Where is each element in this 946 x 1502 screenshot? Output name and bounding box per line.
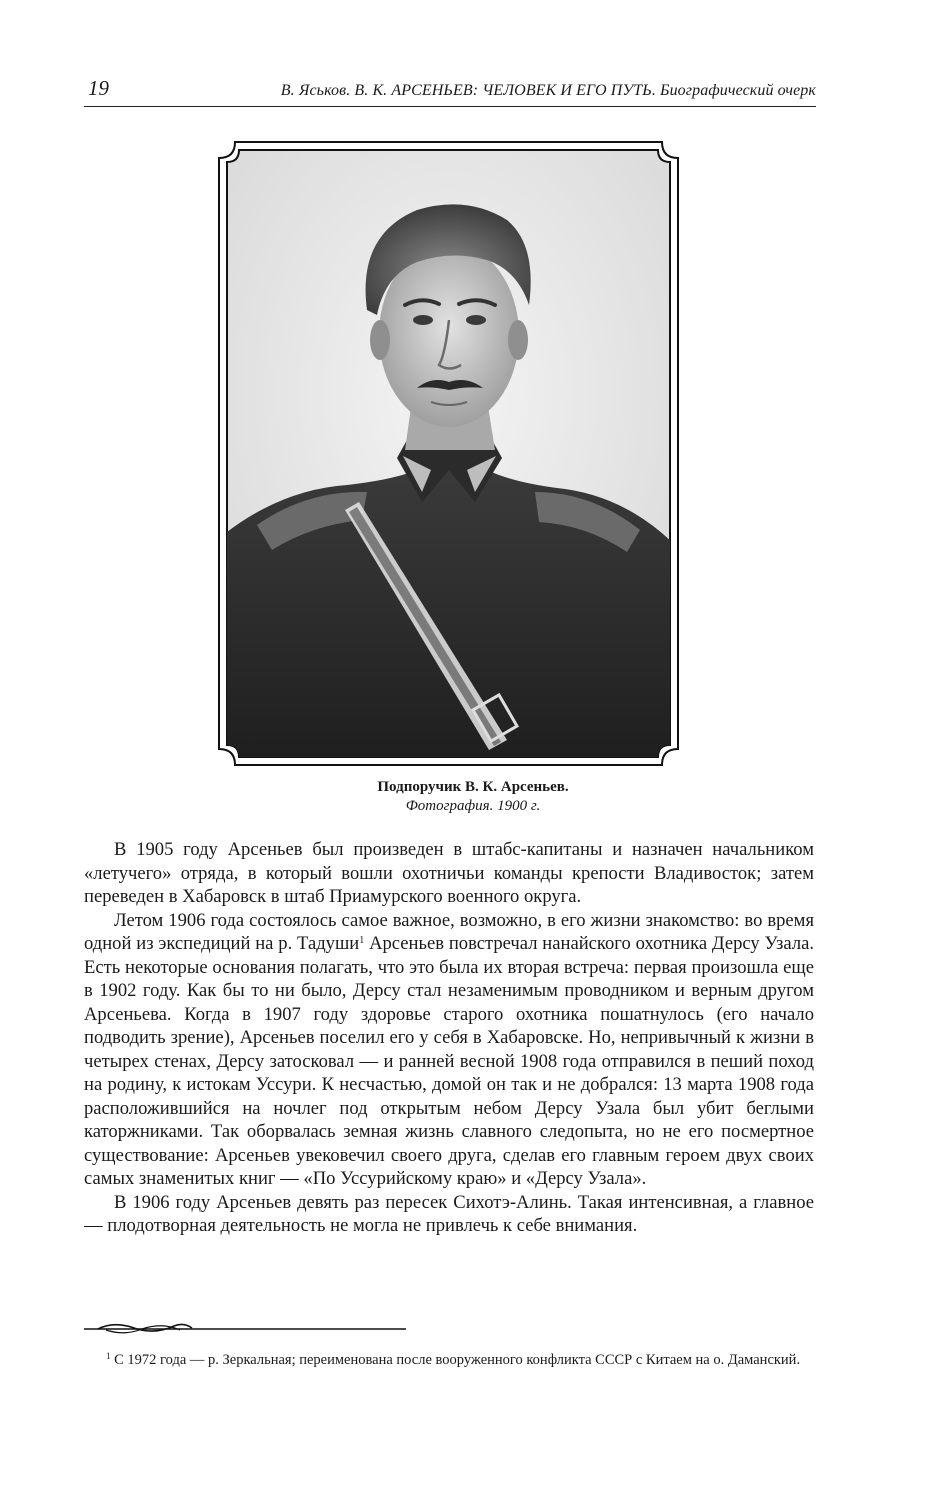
page-number: 19 [88, 76, 109, 100]
running-head-title: В. Яськов. В. К. АРСЕНЬЕВ: ЧЕЛОВЕК И ЕГО ПУТЬ. Биографический очерк [280, 82, 816, 99]
body-text [84, 838, 814, 1238]
caption-subtitle: Фотография. 1900 г. [405, 798, 541, 814]
footnote-number: 1 [106, 1351, 111, 1361]
footnote-text: С 1972 года — р. Зеркальная; переименована после вооруженного конфликта СССР с Китаем на о. Даманский. [110, 1352, 801, 1368]
caption-title: Подпоручик В. К. Арсеньев. [377, 779, 569, 795]
paragraph-2 [84, 909, 814, 1191]
paragraph-2-start: Летом 1906 года состоялось самое важное, возможно, в его жизни знакомство: во время одной из экспедиций на р. Тадуши [84, 909, 814, 954]
footnote [84, 1350, 814, 1370]
footnote-divider [84, 1320, 406, 1336]
running-header [84, 72, 816, 107]
footnote-reference[interactable]: 1 [359, 935, 365, 946]
paragraph-2-end: Арсеньев повстречал нанайского охотника Дерсу Узала. Есть некоторые основания полагать, что это была их вторая встреча: первая произошла еще в 1902 году. Как бы то ни было, Дерсу стал незаменимым проводником и верным другом Арсеньева. Когда в 1907 году здоровье старого охотника пошатнулось (его начало подводить зрение), Арсеньев поселил его у себя в Хабаровске. Но, непривычный к жизни в четырех стенах, Дерсу затосковал — и ранней весной 1908 года отправился в пеший поход на родину, к истокам Уссури. К несчастью, домой он так и не добрался: 13 марта 1908 года расположившийся на ночлег под открытым небом Дерсу Узала был убит беглыми каторжниками. Так оборвалась земная жизнь славного следопыта, но не его посмертное существование: Арсеньев увековечил своего друга, сделав его главным героем двух своих самых знаменитых книг — «По Уссурийскому краю» и «Дерсу Узала». [84, 933, 814, 1189]
portrait-photo [217, 140, 680, 767]
photo-caption [0, 778, 946, 816]
paragraph-1: В 1905 году Арсеньев был произведен в штабс-капитаны и назначен начальником «летучего» отряда, в который вошли охотничьи команды крепости Владивосток; затем переведен в Хабаровск в штаб Приамурского военного округа. [84, 839, 814, 907]
paragraph-3: В 1906 году Арсеньев девять раз пересек Сихотэ-Алинь. Такая интенсивная, а главное — плодотворная деятельность не могла не привлечь к себе внимания. [84, 1191, 814, 1236]
